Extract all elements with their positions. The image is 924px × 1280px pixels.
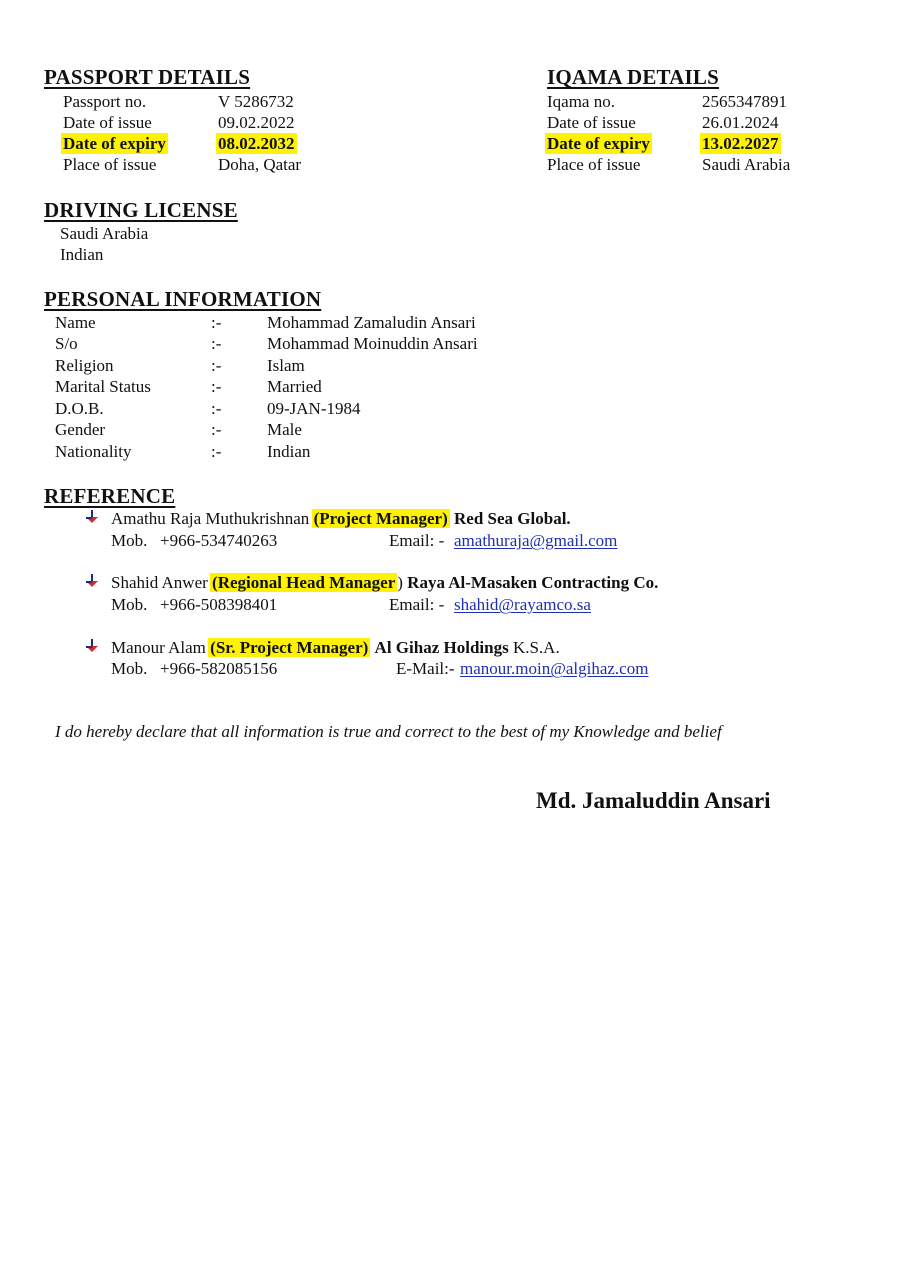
reference-role-close: ) xyxy=(397,573,403,592)
personal-separator: :- xyxy=(211,313,222,332)
signature-name: Md. Jamaluddin Ansari xyxy=(536,788,771,813)
email-link[interactable]: manour.moin@algihaz.com xyxy=(460,659,649,678)
mobile-label: Mob. xyxy=(111,659,148,678)
reference-company: Red Sea Global. xyxy=(454,509,571,528)
passport-value: Doha, Qatar xyxy=(218,155,302,174)
personal-label: Name xyxy=(55,313,96,332)
personal-info-heading: PERSONAL INFORMATION xyxy=(44,287,322,311)
reference-line xyxy=(111,637,560,658)
personal-row xyxy=(55,333,535,354)
arrow-bullet-icon xyxy=(84,638,100,654)
personal-label: Gender xyxy=(55,420,106,439)
reference-company: Al Gihaz Holdings xyxy=(374,638,509,657)
personal-row xyxy=(55,376,535,397)
reference-contact xyxy=(111,594,711,615)
iqama-row-expiry xyxy=(547,133,847,154)
iqama-value: Saudi Arabia xyxy=(702,155,791,174)
passport-label: Passport no. xyxy=(63,92,147,111)
iqama-row xyxy=(547,154,847,175)
personal-separator: :- xyxy=(211,399,222,418)
iqama-row xyxy=(547,112,847,133)
passport-value: 09.02.2022 xyxy=(218,113,295,132)
personal-value: Mohammad Zamaludin Ansari xyxy=(267,313,476,332)
arrow-bullet-icon xyxy=(84,509,100,525)
personal-value: Married xyxy=(267,377,322,396)
email-label: E-Mail:- xyxy=(396,659,455,678)
passport-expiry-value: 08.02.2032 xyxy=(218,134,295,153)
mobile-number: +966-534740263 xyxy=(160,531,278,550)
mobile-number: +966-582085156 xyxy=(160,659,278,678)
personal-row xyxy=(55,398,535,419)
personal-separator: :- xyxy=(211,377,222,396)
iqama-heading: IQAMA DETAILS xyxy=(547,65,719,89)
personal-label: Marital Status xyxy=(55,377,151,396)
driving-license-line: Saudi Arabia xyxy=(60,224,149,243)
reference-company-suffix: K.S.A. xyxy=(512,638,560,657)
passport-value: V 5286732 xyxy=(218,92,294,111)
passport-label: Date of issue xyxy=(63,113,152,132)
passport-row xyxy=(63,91,363,112)
iqama-label: Iqama no. xyxy=(547,92,615,111)
personal-separator: :- xyxy=(211,420,222,439)
iqama-expiry-label: Date of expiry xyxy=(547,134,650,153)
reference-role: (Regional Head Manager xyxy=(212,573,396,592)
reference-contact xyxy=(111,530,711,551)
reference-role: (Project Manager) xyxy=(313,509,448,528)
personal-label: Religion xyxy=(55,356,114,375)
email-label: Email: - xyxy=(389,595,445,614)
reference-name: Manour Alam xyxy=(111,638,206,657)
mobile-label: Mob. xyxy=(111,595,148,614)
iqama-value: 2565347891 xyxy=(702,92,787,111)
reference-name: Amathu Raja Muthukrishnan xyxy=(111,509,310,528)
iqama-row xyxy=(547,91,847,112)
email-link[interactable]: amathuraja@gmail.com xyxy=(454,531,618,550)
iqama-label: Place of issue xyxy=(547,155,641,174)
personal-label: D.O.B. xyxy=(55,399,104,418)
reference-role: (Sr. Project Manager) xyxy=(210,638,369,657)
passport-row xyxy=(63,112,363,133)
email-label: Email: - xyxy=(389,531,445,550)
personal-row xyxy=(55,419,535,440)
email-link[interactable]: shahid@rayamco.sa xyxy=(454,595,591,614)
personal-separator: :- xyxy=(211,334,222,353)
personal-label: Nationality xyxy=(55,442,132,461)
personal-row xyxy=(55,355,535,376)
passport-expiry-label: Date of expiry xyxy=(63,134,166,153)
driving-license-line: Indian xyxy=(60,245,104,264)
reference-line xyxy=(111,508,571,529)
reference-name: Shahid Anwer xyxy=(111,573,208,592)
reference-company: Raya Al-Masaken Contracting Co. xyxy=(407,573,659,592)
iqama-expiry-value: 13.02.2027 xyxy=(702,134,779,153)
reference-contact xyxy=(111,658,711,679)
personal-separator: :- xyxy=(211,356,222,375)
personal-value: 09-JAN-1984 xyxy=(267,399,361,418)
iqama-label: Date of issue xyxy=(547,113,636,132)
personal-label: S/o xyxy=(55,334,78,353)
iqama-value: 26.01.2024 xyxy=(702,113,779,132)
personal-row xyxy=(55,441,535,462)
personal-value: Indian xyxy=(267,442,311,461)
mobile-label: Mob. xyxy=(111,531,148,550)
personal-value: Mohammad Moinuddin Ansari xyxy=(267,334,478,353)
arrow-bullet-icon xyxy=(84,573,100,589)
personal-value: Male xyxy=(267,420,302,439)
passport-label: Place of issue xyxy=(63,155,157,174)
passport-row-expiry xyxy=(63,133,363,154)
mobile-number: +966-508398401 xyxy=(160,595,278,614)
declaration-text: I do hereby declare that all information is true and correct to the best of my Knowledge and belief xyxy=(55,722,722,741)
passport-heading: PASSPORT DETAILS xyxy=(44,65,251,89)
reference-heading: REFERENCE xyxy=(44,484,176,508)
reference-line xyxy=(111,572,658,593)
passport-row xyxy=(63,154,363,175)
personal-value: Islam xyxy=(267,356,305,375)
personal-row xyxy=(55,312,535,333)
driving-license-heading: DRIVING LICENSE xyxy=(44,198,238,222)
personal-separator: :- xyxy=(211,442,222,461)
